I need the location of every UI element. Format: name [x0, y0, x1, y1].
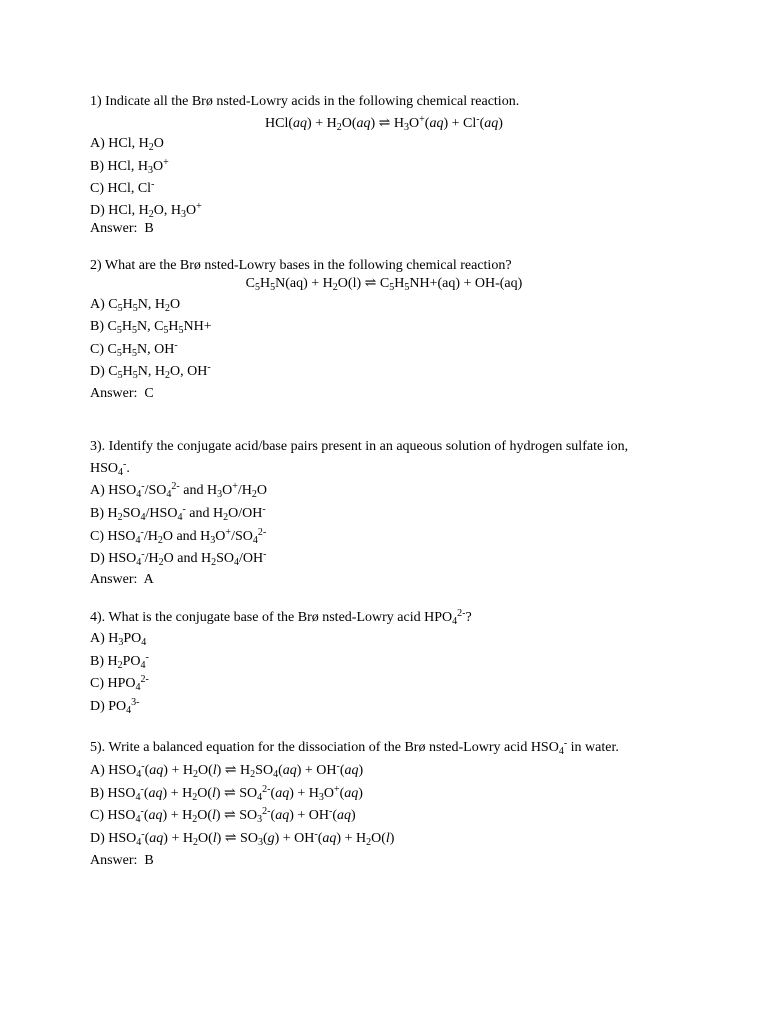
question-1-option-a: A) HCl, $H_2O$	[90, 136, 164, 153]
question-2-prompt: 2) What are the Brø nsted-Lowry bases in the following chemical reaction?	[90, 258, 512, 273]
question-5-prompt: 5). Write a balanced equation for the dissociation of the Brø nsted-Lowry acid $HSO_4^-$ in water.	[90, 738, 619, 757]
question-2-option-b: B) $C_5H_5N$, $C_5H_5NH+$	[90, 319, 212, 336]
question-3-option-d: D) $HSO_4^-/H_2O$ and $H_2SO_4/OH^-$	[90, 549, 267, 568]
question-1-answer: Answer: B	[90, 221, 154, 236]
question-4-option-d: D) $PO_4^{3-}$	[90, 697, 140, 716]
question-4-prompt: 4). What is the conjugate base of the Brø nsted-Lowry acid $HPO_4^{2-}$?	[90, 608, 472, 627]
question-2-option-d: D) $C_5H_5N$, $H_2O$, OH-	[90, 362, 211, 381]
question-3-answer: Answer: A	[90, 572, 154, 587]
question-3-option-b: B) $H_2SO_4/HSO_4^-$ and $H_2O/OH^-$	[90, 504, 266, 523]
question-5-option-a: A) $HSO_4^-(aq) + H_2O(l)$ ⇌ $H_2SO_4(aq) + OH^-(aq)$	[90, 761, 364, 780]
question-1-option-b: B) HCl, $H_3O^+$	[90, 157, 169, 176]
question-2-equation: $C_5H_5N(aq) + H_2O(l)$ ⇌ $C_5H_5NH+(aq) + OH-(aq)$	[245, 276, 523, 293]
question-1-option-d: D) HCl, $H_2O$, $H_3O^+$	[90, 201, 202, 220]
question-1-option-c: C) HCl, Cl-	[90, 179, 155, 196]
question-2-option-a: A) $C_5H_5N$, $H_2O$	[90, 297, 181, 314]
question-3-option-c: C) $HSO_4^-/H_2O$ and $H_3O^+/SO_4^{2-}$	[90, 527, 267, 546]
question-5-option-b: B) $HSO_4^-(aq) + H_2O(l)$ ⇌ $SO_4^{2-}(aq) + H_3O^+(aq)$	[90, 784, 363, 803]
question-1-prompt: 1) Indicate all the Brø nsted-Lowry acids in the following chemical reaction.	[90, 94, 520, 109]
question-2-option-c: C) $C_5H_5N$, OH-	[90, 340, 178, 359]
question-3-prompt: 3). Identify the conjugate acid/base pairs present in an aqueous solution of hydrogen sulfate ion,	[90, 439, 629, 454]
question-4-option-a: A) $H_3PO_4$	[90, 631, 147, 648]
question-1-equation: $HCl(aq) + H_2O(aq)$ ⇌ $H_3O^+(aq) + Cl^-(aq)$	[265, 114, 503, 133]
question-4-option-c: C) $HPO_4^{2-}$	[90, 674, 149, 693]
question-5-option-c: C) $HSO_4^-(aq) + H_2O(l)$ ⇌ $SO_3^{2-}(aq) + OH^-(aq)$	[90, 806, 356, 825]
question-2-answer: Answer: C	[90, 386, 154, 401]
question-4-option-b: B) $H_2PO_4^-$	[90, 652, 149, 671]
question-3-prompt-continued: $HSO_4^-$.	[90, 459, 130, 478]
question-5-option-d: D) $HSO_4^-(aq) + H_2O(l)$ ⇌ $SO_3(g) + OH^-(aq) + H_2O(l)$	[90, 829, 395, 848]
question-3-option-a: A) $HSO_4^-/SO_4^{2-}$ and $H_3O^+/H_2O$	[90, 481, 267, 500]
question-5-answer: Answer: B	[90, 853, 154, 868]
